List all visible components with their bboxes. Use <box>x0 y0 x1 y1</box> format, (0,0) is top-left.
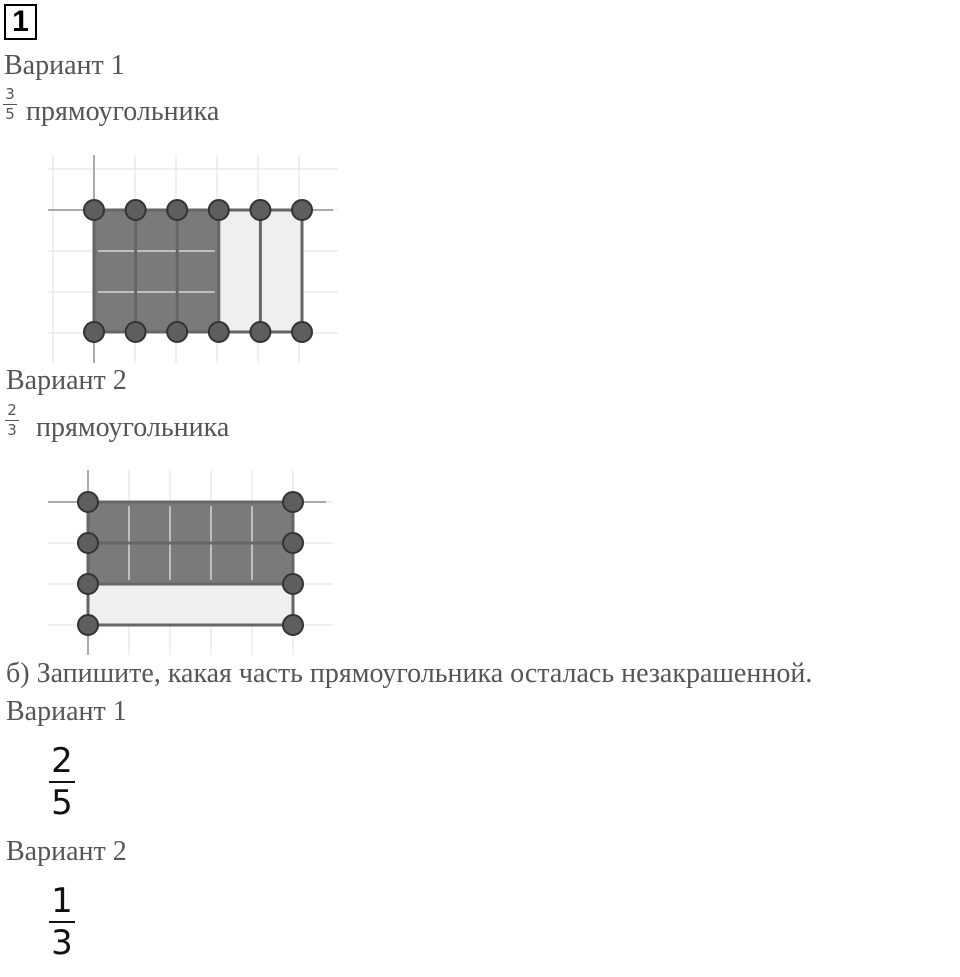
variant2-caption: прямоугольника <box>36 412 230 443</box>
part-b-question: б) Запишите, какая часть прямоугольника осталась незакрашенной. <box>6 658 813 689</box>
variant2-rectangle-figure <box>48 470 333 655</box>
vertex-point <box>78 574 98 594</box>
vertex-point <box>283 533 303 553</box>
part-b-variant1-label: Вариант 1 <box>6 696 127 727</box>
vertex-point <box>126 322 146 342</box>
vertex-point <box>209 200 229 220</box>
vertex-point <box>292 322 312 342</box>
vertex-point <box>250 200 270 220</box>
variant1-label: Вариант 1 <box>4 50 125 81</box>
fraction-denominator: 3 <box>7 421 17 439</box>
vertex-point <box>250 322 270 342</box>
fraction-denominator: 5 <box>51 783 73 823</box>
variant2-fraction <box>5 402 19 439</box>
vertex-point <box>78 492 98 512</box>
task-number: 1 <box>4 4 37 40</box>
fraction-numerator: 3 <box>5 85 15 103</box>
variant2-label: Вариант 2 <box>6 365 127 396</box>
variant1-caption: прямоугольника <box>26 96 220 127</box>
part-b-variant1-fraction <box>49 742 75 822</box>
fraction-denominator: 3 <box>51 923 73 963</box>
vertex-point <box>167 322 187 342</box>
vertex-point <box>283 574 303 594</box>
vertex-point <box>84 322 104 342</box>
fraction-numerator: 2 <box>7 401 17 419</box>
variant1-fraction <box>3 86 17 123</box>
vertex-point <box>78 533 98 553</box>
vertex-point <box>167 200 187 220</box>
variant1-rectangle-figure <box>48 155 338 363</box>
vertex-point <box>209 322 229 342</box>
shaded-region <box>94 210 219 332</box>
fraction-numerator: 2 <box>51 741 73 781</box>
vertex-point <box>78 615 98 635</box>
vertex-point <box>84 200 104 220</box>
vertex-point <box>126 200 146 220</box>
part-b-variant2-label: Вариант 2 <box>6 836 127 867</box>
fraction-numerator: 1 <box>51 881 73 921</box>
vertex-point <box>283 615 303 635</box>
vertex-point <box>292 200 312 220</box>
fraction-denominator: 5 <box>5 105 15 123</box>
part-b-variant2-fraction <box>49 882 75 962</box>
vertex-point <box>283 492 303 512</box>
